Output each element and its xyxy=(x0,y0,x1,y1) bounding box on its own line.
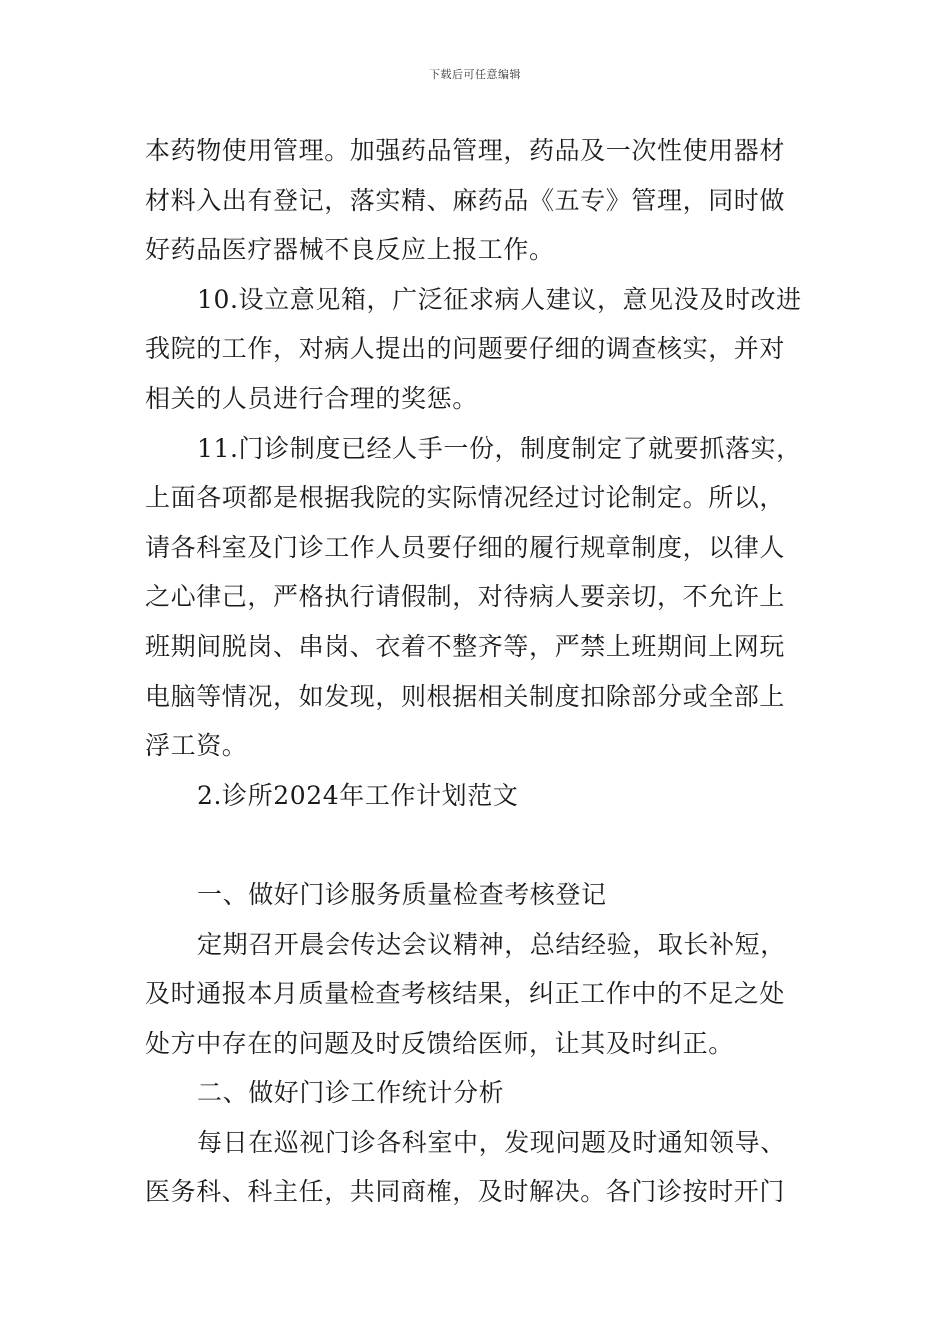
page-header: 下载后可任意编辑 xyxy=(429,68,521,81)
text-line: 定期召开晨会传达会议精神，总结经验，取长补短， xyxy=(197,929,786,959)
text-line: 本药物使用管理。加强药品管理，药品及一次性使用器材 xyxy=(145,136,786,165)
text-line: 相关的人员进行合理的奖惩。 xyxy=(145,383,478,413)
section-title: 2.诊所2024年工作计划范文 xyxy=(197,780,519,810)
text-line: 我院的工作，对病人提出的问题要仔细的调查核实，并对 xyxy=(145,334,786,364)
text-line: 及时通报本月质量检查考核结果，纠正工作中的不足之处 xyxy=(145,979,786,1009)
text-line: 之心律己，严格执行请假制，对待病人要亲切，不允许上 xyxy=(145,582,786,612)
text-line: 11.门诊制度已经人手一份，制度制定了就要抓落实， xyxy=(197,433,802,463)
section-heading: 二、做好门诊工作统计分析 xyxy=(197,1078,505,1108)
text-line: 电脑等情况，如发现，则根据相关制度扣除部分或全部上 xyxy=(145,681,786,711)
text-line: 处方中存在的问题及时反馈给医师，让其及时纠正。 xyxy=(145,1028,734,1058)
blank-line xyxy=(145,820,810,870)
text-line: 请各科室及门诊工作人员要仔细的履行规章制度，以律人 xyxy=(145,532,786,562)
text-line: 好药品医疗器械不良反应上报工作。 xyxy=(145,235,555,265)
text-line: 材料入出有登记，落实精、麻药品《五专》管理，同时做 xyxy=(145,185,786,215)
text-line: 上面各项都是根据我院的实际情况经过讨论制定。所以， xyxy=(145,483,786,513)
section-heading: 一、做好门诊服务质量检查考核登记 xyxy=(197,879,607,909)
document-body xyxy=(145,126,810,1217)
text-line: 每日在巡视门诊各科室中，发现问题及时通知领导、 xyxy=(197,1127,786,1157)
text-line: 浮工资。 xyxy=(145,731,248,761)
text-line: 10.设立意见箱，广泛征求病人建议，意见没及时改进 xyxy=(197,284,802,314)
text-line: 医务科、科主任，共同商榷，及时解决。各门诊按时开门 xyxy=(145,1177,786,1207)
text-line: 班期间脱岗、串岗、衣着不整齐等，严禁上班期间上网玩 xyxy=(145,631,786,661)
